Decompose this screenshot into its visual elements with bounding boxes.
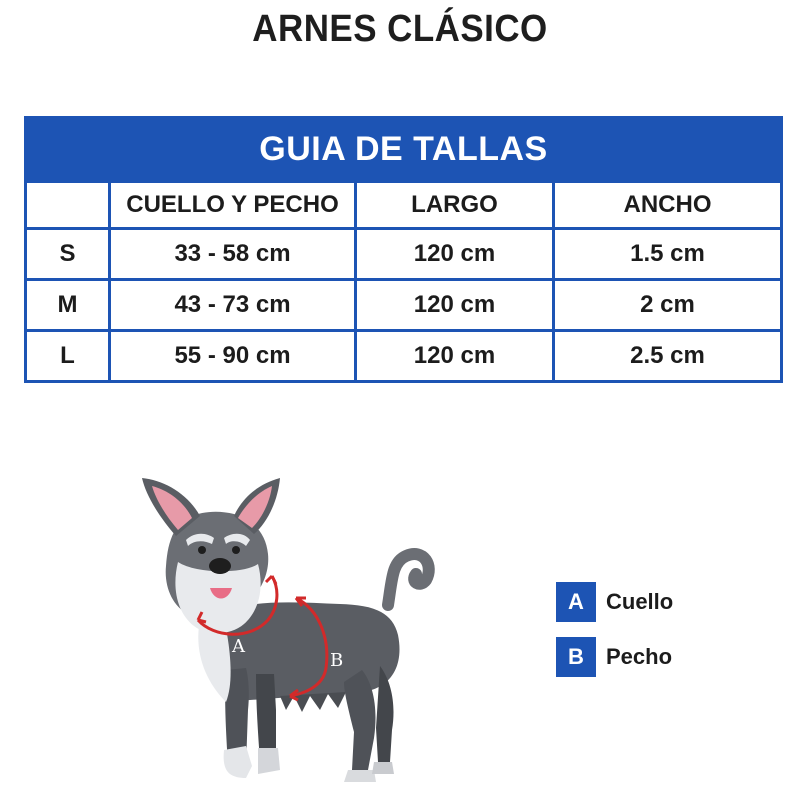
marker-b: B <box>330 650 344 671</box>
size-cell: M <box>26 280 110 331</box>
legend-badge-b: B <box>556 637 596 677</box>
header-cell-neck-chest: CUELLO Y PECHO <box>110 182 356 229</box>
neck-chest-cell: 33 - 58 cm <box>110 229 356 280</box>
legend-item-neck <box>556 582 673 622</box>
table-header-row <box>26 182 782 229</box>
header-cell-width: ANCHO <box>554 182 782 229</box>
table-row <box>26 280 782 331</box>
legend-label-chest: Pecho <box>606 644 673 669</box>
length-cell: 120 cm <box>356 229 554 280</box>
legend-label-neck: Cuello <box>606 589 674 614</box>
size-cell: L <box>26 331 110 382</box>
measurement-legend <box>556 582 673 692</box>
size-guide-table <box>24 116 783 383</box>
length-cell: 120 cm <box>356 331 554 382</box>
schnauzer-dog-icon <box>130 470 450 790</box>
width-cell: 1.5 cm <box>554 229 782 280</box>
table-row <box>26 229 782 280</box>
legend-item-chest <box>556 637 673 677</box>
header-cell-size <box>26 182 110 229</box>
length-cell: 120 cm <box>356 280 554 331</box>
legend-badge-a: A <box>556 582 596 622</box>
table-banner-row <box>26 118 782 182</box>
header-cell-length: LARGO <box>356 182 554 229</box>
neck-chest-cell: 55 - 90 cm <box>110 331 356 382</box>
width-cell: 2.5 cm <box>554 331 782 382</box>
table-row <box>26 331 782 382</box>
width-cell: 2 cm <box>554 280 782 331</box>
page-title: ARNES CLÁSICO <box>252 8 548 50</box>
neck-chest-cell: 43 - 73 cm <box>110 280 356 331</box>
size-cell: S <box>26 229 110 280</box>
table-banner: GUIA DE TALLAS <box>26 118 782 182</box>
marker-a: A <box>232 636 245 657</box>
